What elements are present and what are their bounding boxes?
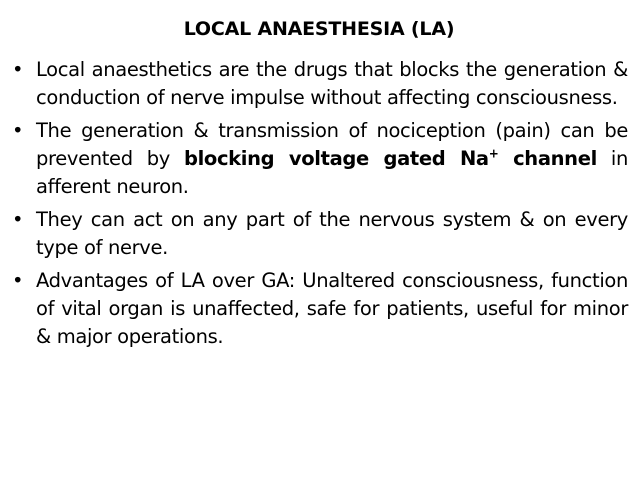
bullet-dot-icon: • bbox=[12, 269, 24, 292]
bullet-text: Advantages of LA over GA: Unaltered consciousness, function of vital organ is unaffected, safe for patients, useful for minor & major operations. bbox=[36, 269, 628, 348]
bullet-item-site-of-action bbox=[10, 206, 628, 262]
bullet-item-advantages bbox=[10, 267, 628, 351]
bullet-text: Local anaesthetics are the drugs that blocks the generation & conduction of nerve impulse without affecting consciousness. bbox=[36, 58, 628, 109]
bullet-bold-text: blocking voltage gated Na bbox=[183, 147, 489, 170]
bullet-dot-icon: • bbox=[12, 208, 24, 231]
slide-title: LOCAL ANAESTHESIA (LA) bbox=[183, 18, 455, 40]
bullet-text-after: in afferent neuron. bbox=[36, 147, 628, 198]
bullet-dot-icon: • bbox=[12, 58, 24, 81]
bullet-item-mechanism bbox=[10, 117, 628, 201]
bullet-item-definition bbox=[10, 56, 628, 112]
bullet-dot-icon: • bbox=[12, 119, 24, 142]
bullet-text-before: The generation & transmission of nociception (pain) can be prevented by bbox=[36, 119, 628, 170]
bullet-superscript: + bbox=[488, 146, 499, 161]
bullet-bold-text-2: channel bbox=[498, 147, 597, 170]
bullet-list bbox=[10, 56, 628, 356]
bullet-text: They can act on any part of the nervous system & on every type of nerve. bbox=[36, 208, 628, 259]
